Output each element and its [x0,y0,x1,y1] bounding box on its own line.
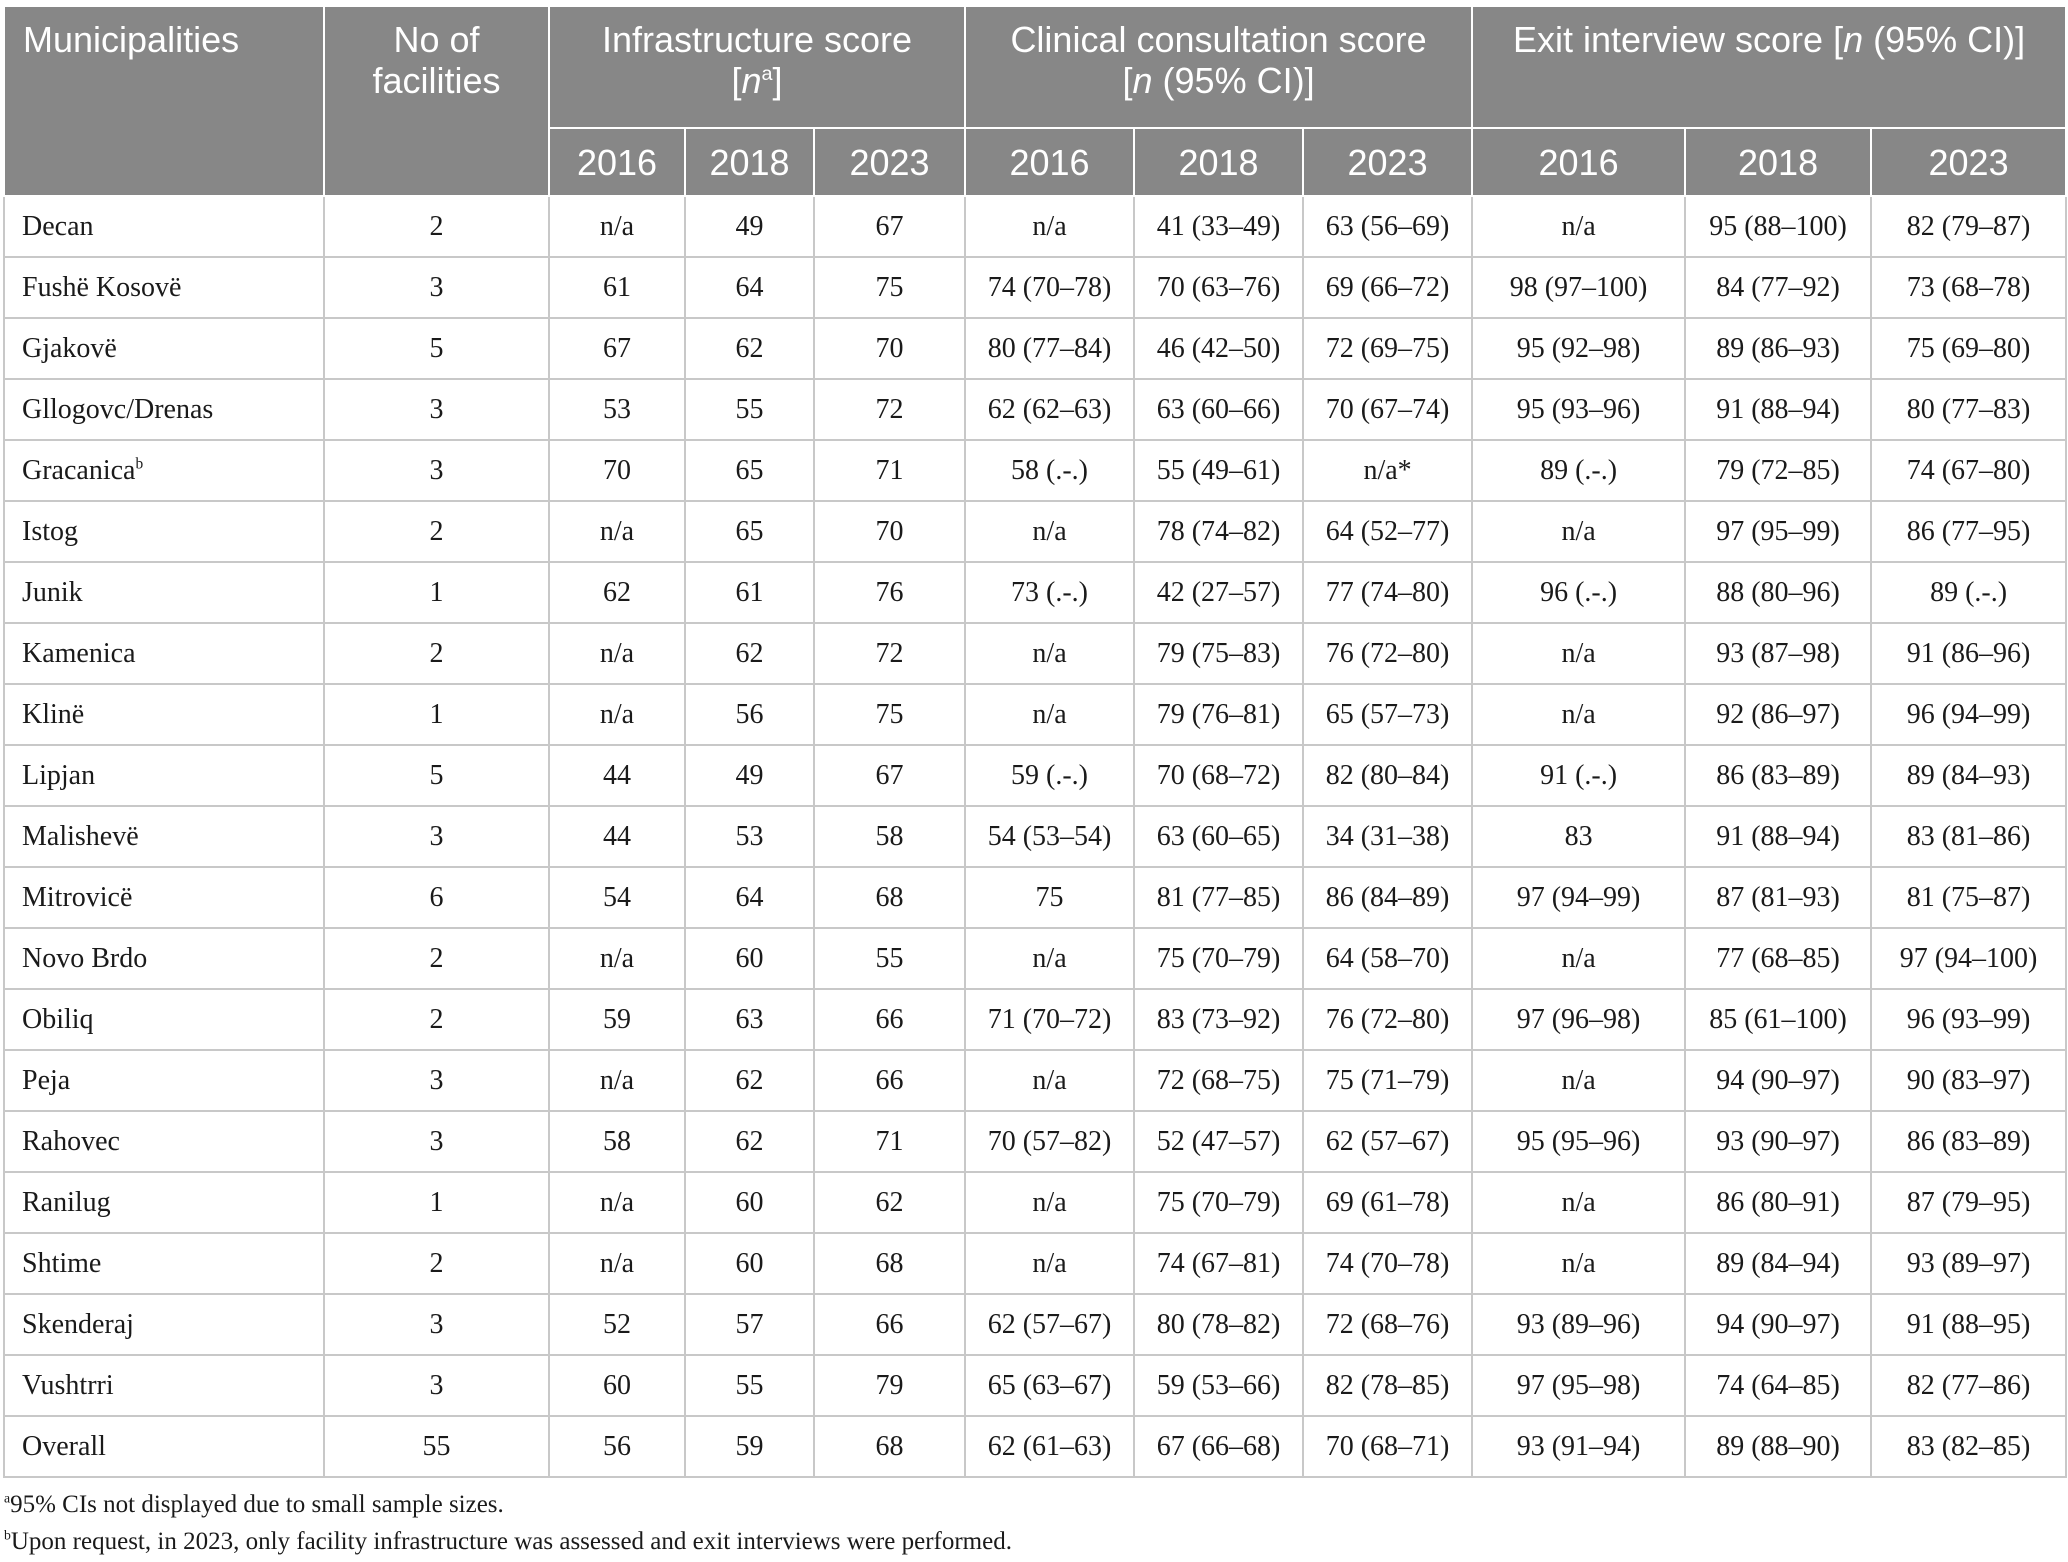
clinical-2018-cell: 80 (78–82) [1134,1294,1303,1355]
clinical-2023-cell: 63 (56–69) [1303,196,1472,257]
exit-2016-cell: 91 (.-.) [1472,745,1685,806]
facilities-cell: 2 [324,623,549,684]
table-row [4,379,2066,440]
table-row [4,1172,2066,1233]
table-row [4,928,2066,989]
clinical-2016-cell: 70 (57–82) [965,1111,1134,1172]
infrastructure-2018-cell: 61 [685,562,814,623]
exit-2018-cell: 79 (72–85) [1685,440,1871,501]
year-header-infra-2023: 2023 [814,128,965,196]
municipality-cell: Shtime [4,1233,324,1294]
infrastructure-2018-cell: 53 [685,806,814,867]
exit-2016-cell: 97 (96–98) [1472,989,1685,1050]
exit-2023-cell: 75 (69–80) [1871,318,2066,379]
table-row [4,1355,2066,1416]
exit-2023-cell: 97 (94–100) [1871,928,2066,989]
municipality-cell: Decan [4,196,324,257]
municipality-cell: Gracanica$^b$ [4,440,324,501]
exit-2018-cell: 89 (84–94) [1685,1233,1871,1294]
infrastructure-2016-cell: n/a [549,684,685,745]
infrastructure-2016-cell: 61 [549,257,685,318]
clinical-2016-cell: n/a [965,1233,1134,1294]
infrastructure-2023-cell: 66 [814,1294,965,1355]
facilities-cell: 3 [324,440,549,501]
infrastructure-2018-cell: 65 [685,440,814,501]
clinical-2016-cell: 62 (62–63) [965,379,1134,440]
infrastructure-2018-cell: 64 [685,867,814,928]
infrastructure-2018-cell: 63 [685,989,814,1050]
year-header-clinical-2023: 2023 [1303,128,1472,196]
table-row [4,989,2066,1050]
clinical-2016-cell: 73 (.-.) [965,562,1134,623]
clinical-2016-cell: 65 (63–67) [965,1355,1134,1416]
infrastructure-2023-cell: 67 [814,196,965,257]
clinical-2023-cell: 72 (69–75) [1303,318,1472,379]
table-body [4,196,2066,1477]
exit-2016-cell: n/a [1472,501,1685,562]
facilities-cell: 3 [324,1111,549,1172]
municipality-cell: Junik [4,562,324,623]
table-row [4,257,2066,318]
clinical-2018-cell: 70 (63–76) [1134,257,1303,318]
exit-2018-cell: 84 (77–92) [1685,257,1871,318]
exit-2016-cell: 95 (92–98) [1472,318,1685,379]
clinical-2018-cell: 79 (75–83) [1134,623,1303,684]
exit-2018-cell: 86 (83–89) [1685,745,1871,806]
table-row [4,745,2066,806]
clinical-2016-cell: n/a [965,684,1134,745]
clinical-2016-cell: n/a [965,501,1134,562]
clinical-2023-cell: 62 (57–67) [1303,1111,1472,1172]
facilities-cell: 2 [324,928,549,989]
footnotes [3,1486,2065,1560]
infrastructure-2016-cell: 56 [549,1416,685,1477]
exit-2016-cell: 93 (89–96) [1472,1294,1685,1355]
clinical-2016-cell: n/a [965,196,1134,257]
clinical-2016-cell: n/a [965,1172,1134,1233]
infrastructure-2023-cell: 68 [814,1416,965,1477]
facilities-cell: 2 [324,989,549,1050]
clinical-header-label: Clinical consultation score [1010,19,1427,60]
facilities-cell: 1 [324,1172,549,1233]
facilities-cell: 5 [324,318,549,379]
infrastructure-2018-cell: 62 [685,1111,814,1172]
clinical-2023-cell: 82 (78–85) [1303,1355,1472,1416]
clinical-2016-cell: 80 (77–84) [965,318,1134,379]
infrastructure-2016-cell: n/a [549,623,685,684]
municipality-cell: Gjakovë [4,318,324,379]
infrastructure-2023-cell: 55 [814,928,965,989]
clinical-2023-cell: 69 (66–72) [1303,257,1472,318]
exit-2016-cell: 97 (95–98) [1472,1355,1685,1416]
exit-2018-cell: 87 (81–93) [1685,867,1871,928]
clinical-2023-cell: 76 (72–80) [1303,989,1472,1050]
year-header-clinical-2016: 2016 [965,128,1134,196]
year-header-exit-2018: 2018 [1685,128,1871,196]
table-row [4,806,2066,867]
infrastructure-2016-cell: 53 [549,379,685,440]
exit-2018-cell: 95 (88–100) [1685,196,1871,257]
exit-2023-cell: 86 (77–95) [1871,501,2066,562]
facilities-cell: 2 [324,1233,549,1294]
municipality-cell: Obiliq [4,989,324,1050]
exit-2023-cell: 96 (94–99) [1871,684,2066,745]
exit-2018-cell: 77 (68–85) [1685,928,1871,989]
municipality-cell: Istog [4,501,324,562]
infrastructure-2018-cell: 55 [685,379,814,440]
exit-2016-cell: n/a [1472,1172,1685,1233]
clinical-2023-cell: 82 (80–84) [1303,745,1472,806]
clinical-2016-cell: 54 (53–54) [965,806,1134,867]
clinical-header [965,6,1472,128]
exit-2023-cell: 87 (79–95) [1871,1172,2066,1233]
exit-2016-cell: n/a [1472,623,1685,684]
clinical-2018-cell: 79 (76–81) [1134,684,1303,745]
infrastructure-2018-cell: 60 [685,1172,814,1233]
clinical-2018-cell: 72 (68–75) [1134,1050,1303,1111]
clinical-2023-cell: 72 (68–76) [1303,1294,1472,1355]
clinical-2018-cell: 75 (70–79) [1134,928,1303,989]
table-header [4,6,2066,196]
infrastructure-2023-cell: 70 [814,501,965,562]
footnote-a: $^a$95% CIs not displayed due to small sample sizes. [4,1490,504,1518]
exit-2016-cell: n/a [1472,1050,1685,1111]
clinical-2016-cell: n/a [965,1050,1134,1111]
clinical-2016-cell: 74 (70–78) [965,257,1134,318]
infrastructure-2023-cell: 79 [814,1355,965,1416]
exit-2018-cell: 93 (90–97) [1685,1111,1871,1172]
municipality-cell: Gllogovc/Drenas [4,379,324,440]
exit-2023-cell: 86 (83–89) [1871,1111,2066,1172]
clinical-2016-cell: 62 (57–67) [965,1294,1134,1355]
municipality-cell: Peja [4,1050,324,1111]
municipalities-header: Municipalities [4,6,324,196]
clinical-2023-cell: n/a* [1303,440,1472,501]
facilities-cell: 3 [324,1050,549,1111]
clinical-2023-cell: 86 (84–89) [1303,867,1472,928]
clinical-2018-cell: 83 (73–92) [1134,989,1303,1050]
clinical-2023-cell: 70 (67–74) [1303,379,1472,440]
table-row [4,867,2066,928]
clinical-2016-cell: n/a [965,928,1134,989]
exit-2023-cell: 96 (93–99) [1871,989,2066,1050]
infrastructure-2023-cell: 58 [814,806,965,867]
facilities-cell: 2 [324,501,549,562]
table-page [3,5,2065,1560]
infrastructure-2018-cell: 59 [685,1416,814,1477]
infrastructure-header [549,6,965,128]
infrastructure-2016-cell: 59 [549,989,685,1050]
table-row [4,1233,2066,1294]
clinical-2023-cell: 74 (70–78) [1303,1233,1472,1294]
exit-2018-cell: 86 (80–91) [1685,1172,1871,1233]
infrastructure-2023-cell: 68 [814,867,965,928]
clinical-2023-cell: 34 (31–38) [1303,806,1472,867]
clinical-2016-cell: 59 (.-.) [965,745,1134,806]
infrastructure-2016-cell: 54 [549,867,685,928]
clinical-2018-cell: 41 (33–49) [1134,196,1303,257]
municipality-cell: Overall [4,1416,324,1477]
exit-2016-cell: n/a [1472,684,1685,745]
exit-2023-cell: 81 (75–87) [1871,867,2066,928]
facilities-cell: 1 [324,562,549,623]
infrastructure-header-label: Infrastructure score [601,19,913,60]
table-row [4,1416,2066,1477]
exit-2016-cell: 97 (94–99) [1472,867,1685,928]
year-header-exit-2023: 2023 [1871,128,2066,196]
year-header-infra-2018: 2018 [685,128,814,196]
clinical-2023-cell: 75 (71–79) [1303,1050,1472,1111]
infrastructure-2016-cell: 60 [549,1355,685,1416]
infrastructure-2023-cell: 68 [814,1233,965,1294]
table-row [4,562,2066,623]
clinical-2018-cell: 81 (77–85) [1134,867,1303,928]
facilities-cell: 5 [324,745,549,806]
clinical-2016-cell: 75 [965,867,1134,928]
infrastructure-2023-cell: 67 [814,745,965,806]
infrastructure-2018-cell: 57 [685,1294,814,1355]
exit-2023-cell: 89 (.-.) [1871,562,2066,623]
infrastructure-2016-cell: 62 [549,562,685,623]
infrastructure-2018-cell: 49 [685,745,814,806]
infrastructure-2016-cell: n/a [549,501,685,562]
exit-2016-cell: 83 [1472,806,1685,867]
infrastructure-2018-cell: 49 [685,196,814,257]
table-row [4,440,2066,501]
municipality-cell: Mitrovicë [4,867,324,928]
exit-2018-cell: 91 (88–94) [1685,806,1871,867]
footnote-b: $^b$Upon request, in 2023, only facility infrastructure was assessed and exit interviews were performed. [4,1527,1012,1555]
municipality-cell: Lipjan [4,745,324,806]
infrastructure-2018-cell: 56 [685,684,814,745]
exit-2023-cell: 91 (86–96) [1871,623,2066,684]
exit-2016-cell: n/a [1472,1233,1685,1294]
facilities-cell: 55 [324,1416,549,1477]
clinical-2018-cell: 78 (74–82) [1134,501,1303,562]
facilities-cell: 3 [324,257,549,318]
exit-2023-cell: 82 (79–87) [1871,196,2066,257]
infrastructure-2023-cell: 72 [814,379,965,440]
infrastructure-2016-cell: n/a [549,928,685,989]
exit-2018-cell: 93 (87–98) [1685,623,1871,684]
infrastructure-2018-cell: 62 [685,623,814,684]
exit-2023-cell: 74 (67–80) [1871,440,2066,501]
clinical-2018-cell: 59 (53–66) [1134,1355,1303,1416]
facilities-header-label: No of facilities [372,19,501,101]
facilities-cell: 6 [324,867,549,928]
infrastructure-2023-cell: 66 [814,1050,965,1111]
infrastructure-2018-cell: 62 [685,318,814,379]
infrastructure-2018-cell: 60 [685,1233,814,1294]
exit-2023-cell: 93 (89–97) [1871,1233,2066,1294]
clinical-2018-cell: 70 (68–72) [1134,745,1303,806]
exit-2018-cell: 88 (80–96) [1685,562,1871,623]
exit-2018-cell: 97 (95–99) [1685,501,1871,562]
table-row [4,684,2066,745]
exit-2016-cell: 89 (.-.) [1472,440,1685,501]
exit-2018-cell: 91 (88–94) [1685,379,1871,440]
infrastructure-2016-cell: n/a [549,196,685,257]
exit-2018-cell: 89 (86–93) [1685,318,1871,379]
table-row [4,501,2066,562]
clinical-2016-cell: 71 (70–72) [965,989,1134,1050]
table-row [4,196,2066,257]
infrastructure-header-sub: $[n^a]$ [731,60,783,101]
infrastructure-2016-cell: 44 [549,745,685,806]
clinical-2018-cell: 63 (60–65) [1134,806,1303,867]
exit-2023-cell: 73 (68–78) [1871,257,2066,318]
municipality-cell: Novo Brdo [4,928,324,989]
exit-2016-cell: 95 (93–96) [1472,379,1685,440]
facilities-cell: 1 [324,684,549,745]
municipality-cell: Rahovec [4,1111,324,1172]
table-row [4,1111,2066,1172]
infrastructure-2023-cell: 62 [814,1172,965,1233]
infrastructure-2023-cell: 76 [814,562,965,623]
exit-2023-cell: 82 (77–86) [1871,1355,2066,1416]
exit-2016-cell: 96 (.-.) [1472,562,1685,623]
exit-2018-cell: 92 (86–97) [1685,684,1871,745]
infrastructure-2016-cell: 52 [549,1294,685,1355]
exit-2018-cell: 94 (90–97) [1685,1050,1871,1111]
year-header-infra-2016: 2016 [549,128,685,196]
municipality-cell: Malishevë [4,806,324,867]
municipality-cell: Klinë [4,684,324,745]
infrastructure-2023-cell: 66 [814,989,965,1050]
exit-2023-cell: 80 (77–83) [1871,379,2066,440]
infrastructure-2023-cell: 72 [814,623,965,684]
table-row [4,623,2066,684]
exit-2018-cell: 85 (61–100) [1685,989,1871,1050]
clinical-header-sub: [n (95% CI)] [1122,60,1315,101]
exit-header-label: Exit interview score [n (95% CI)] [1512,19,2026,60]
exit-2023-cell: 90 (83–97) [1871,1050,2066,1111]
facilities-cell: 2 [324,196,549,257]
exit-2023-cell: 89 (84–93) [1871,745,2066,806]
clinical-2018-cell: 75 (70–79) [1134,1172,1303,1233]
clinical-2018-cell: 52 (47–57) [1134,1111,1303,1172]
exit-2016-cell: 95 (95–96) [1472,1111,1685,1172]
exit-2016-cell: 98 (97–100) [1472,257,1685,318]
exit-2016-cell: n/a [1472,196,1685,257]
municipality-cell: Kamenica [4,623,324,684]
clinical-2018-cell: 63 (60–66) [1134,379,1303,440]
infrastructure-2018-cell: 65 [685,501,814,562]
facilities-cell: 3 [324,379,549,440]
infrastructure-2016-cell: n/a [549,1050,685,1111]
clinical-2023-cell: 69 (61–78) [1303,1172,1472,1233]
infrastructure-2016-cell: n/a [549,1233,685,1294]
facilities-cell: 3 [324,1355,549,1416]
exit-2023-cell: 91 (88–95) [1871,1294,2066,1355]
infrastructure-2018-cell: 55 [685,1355,814,1416]
municipality-cell: Ranilug [4,1172,324,1233]
infrastructure-2018-cell: 62 [685,1050,814,1111]
exit-2018-cell: 94 (90–97) [1685,1294,1871,1355]
clinical-2018-cell: 74 (67–81) [1134,1233,1303,1294]
clinical-2023-cell: 77 (74–80) [1303,562,1472,623]
exit-header [1472,6,2066,128]
clinical-2016-cell: 62 (61–63) [965,1416,1134,1477]
infrastructure-2018-cell: 64 [685,257,814,318]
table-row [4,318,2066,379]
year-header-exit-2016: 2016 [1472,128,1685,196]
exit-2016-cell: 93 (91–94) [1472,1416,1685,1477]
facilities-cell: 3 [324,806,549,867]
municipality-cell: Skenderaj [4,1294,324,1355]
infrastructure-2016-cell: 44 [549,806,685,867]
infrastructure-2023-cell: 75 [814,684,965,745]
clinical-2023-cell: 76 (72–80) [1303,623,1472,684]
clinical-2016-cell: n/a [965,623,1134,684]
infrastructure-2023-cell: 70 [814,318,965,379]
infrastructure-2018-cell: 60 [685,928,814,989]
municipality-cell: Vushtrri [4,1355,324,1416]
scores-table [3,5,2067,1478]
facilities-header [324,6,549,196]
infrastructure-2016-cell: 70 [549,440,685,501]
year-header-clinical-2018: 2018 [1134,128,1303,196]
clinical-2018-cell: 67 (66–68) [1134,1416,1303,1477]
clinical-2018-cell: 46 (42–50) [1134,318,1303,379]
municipality-cell: Fushë Kosovë [4,257,324,318]
clinical-2023-cell: 64 (52–77) [1303,501,1472,562]
table-row [4,1050,2066,1111]
infrastructure-2016-cell: n/a [549,1172,685,1233]
exit-2023-cell: 83 (82–85) [1871,1416,2066,1477]
table-row [4,1294,2066,1355]
infrastructure-2023-cell: 75 [814,257,965,318]
infrastructure-2016-cell: 58 [549,1111,685,1172]
clinical-2016-cell: 58 (.-.) [965,440,1134,501]
clinical-2018-cell: 55 (49–61) [1134,440,1303,501]
exit-2016-cell: n/a [1472,928,1685,989]
infrastructure-2016-cell: 67 [549,318,685,379]
clinical-2018-cell: 42 (27–57) [1134,562,1303,623]
clinical-2023-cell: 70 (68–71) [1303,1416,1472,1477]
exit-2023-cell: 83 (81–86) [1871,806,2066,867]
clinical-2023-cell: 64 (58–70) [1303,928,1472,989]
infrastructure-2023-cell: 71 [814,1111,965,1172]
clinical-2023-cell: 65 (57–73) [1303,684,1472,745]
facilities-cell: 3 [324,1294,549,1355]
exit-2018-cell: 74 (64–85) [1685,1355,1871,1416]
exit-2018-cell: 89 (88–90) [1685,1416,1871,1477]
infrastructure-2023-cell: 71 [814,440,965,501]
